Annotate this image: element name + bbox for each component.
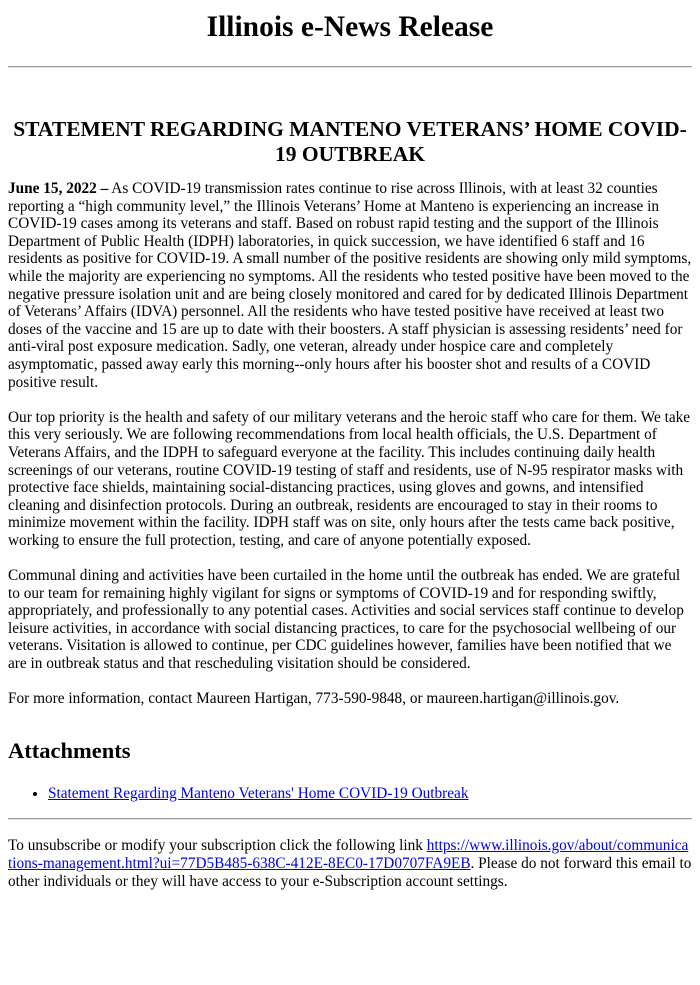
footer-divider bbox=[8, 818, 692, 820]
article-headline: STATEMENT REGARDING MANTENO VETERANS’ HOME COVID-19 OUTBREAK bbox=[13, 117, 687, 166]
article-paragraph-4: For more information, contact Maureen Hartigan, 773-590-9848, or maureen.hartigan@illinois.gov. bbox=[8, 690, 620, 708]
list-item bbox=[48, 785, 692, 803]
attachments-list bbox=[8, 785, 692, 803]
article-paragraph-2: Our top priority is the health and safety of our military veterans and the heroic staff who care for them. We take this very seriously. We are following recommendations from local health officials, the U.S. Department of Veterans Affairs, and the IDPH to safeguard everyone at the facility. This includes continuing daily health screenings of our veterans, routine COVID-19 testing of staff and residents, use of N-95 respirator masks with protective face shields, maintaining social-distancing practices, using gloves and gowns, and intensified cleaning and disinfection protocols. During an outbreak, residents are encouraged to stay in their rooms to minimize movement within the facility. IDPH staff was on site, only hours after the tests came back positive, working to ensure the full protection, testing, and care of anyone potentially exposed. bbox=[8, 408, 691, 549]
paragraph-1-text: As COVID-19 transmission rates continue to rise across Illinois, with at least 32 counties reporting a “high community level,” the Illinois Veterans’ Home at Manteno is experiencing an increase in COVID-19 cases among its veterans and staff. Based on robust rapid testing and the support of the Illinois Department of Public Health (IDPH) laboratories, in quick succession, we have identified 6 staff and 16 residents as positive for COVID-19. A small number of the positive residents are showing only mild symptoms, while the majority are experiencing no symptoms. All the residents who tested positive have been moved to the negative pressure isolation unit and are being closely monitored and cared for by dedicated Illinois Department of Veterans’ Affairs (IDVA) personnel. All the residents who have tested positive have received at least two doses of the vaccine and 15 are up to date with their boosters. A staff physician is assessing residents’ need for anti-viral post exposure medication. Sadly, one veteran, already under hospice care and completely asymptomatic, passed away early this morning--only hours after his booster shot and results of a COVID positive result. bbox=[8, 180, 692, 391]
footer-unsubscribe bbox=[8, 837, 692, 890]
masthead-title: Illinois e-News Release bbox=[206, 11, 494, 43]
unsubscribe-link[interactable]: https://www.illinois.gov/about/communications-management.html?ui=77D5B485-638C-412E-8EC0-17D0707FA9EB bbox=[8, 837, 689, 872]
article-paragraph-1 bbox=[8, 180, 692, 391]
article-paragraph-3: Communal dining and activities have been curtailed in the home until the outbreak has ended. We are grateful to our team for remaining highly vigilant for signs or symptoms of COVID-19 and for responding swiftly, appropriately, and professionally to any potential cases. Activities and social services staff continue to develop leisure activities, in accordance with social distancing practices, to care for the psychosocial wellbeing of our veterans. Visitation is allowed to continue, per CDC guidelines however, families have been notified that we are in outbreak status and that rescheduling visitation should be considered. bbox=[8, 567, 684, 673]
footer-outro-text: . Please do not forward this email to other individuals or they will have access to your e-Subscription account settings. bbox=[8, 855, 692, 890]
header-divider bbox=[8, 66, 692, 68]
attachment-link[interactable]: Statement Regarding Manteno Veterans' Home COVID-19 Outbreak bbox=[48, 784, 469, 802]
dateline: June 15, 2022 – bbox=[8, 180, 109, 197]
attachments-heading: Attachments bbox=[8, 737, 131, 763]
footer-intro-text: To unsubscribe or modify your subscription click the following link bbox=[8, 837, 427, 855]
